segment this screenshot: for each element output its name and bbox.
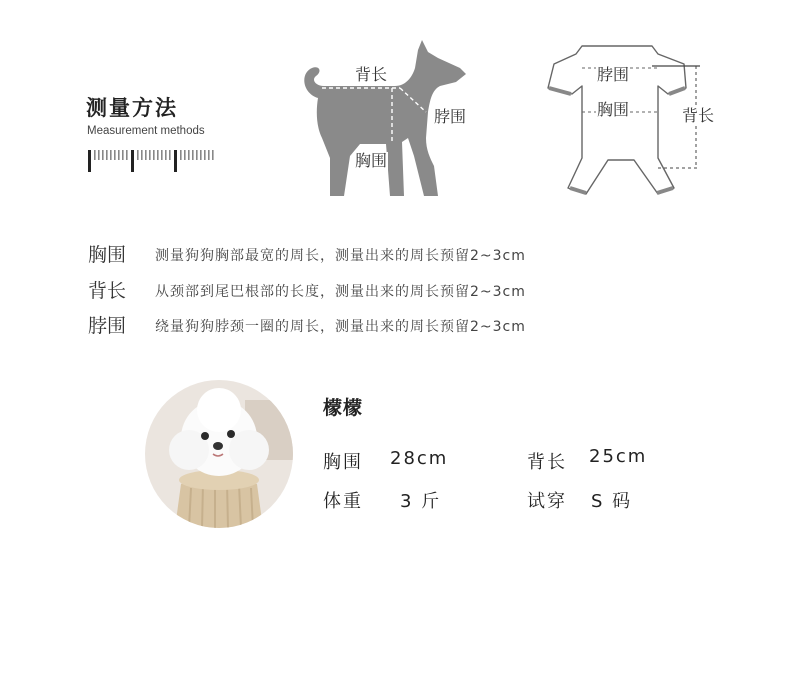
- definition-text: 绕量狗狗脖颈一圈的周长，测量出来的周长预留2~3cm: [155, 319, 526, 335]
- garment-neck-label: 脖围: [597, 65, 630, 84]
- pet-back-label: 背长: [527, 452, 567, 473]
- pet-photo: [145, 380, 293, 528]
- definition-text: 测量狗狗胸部最宽的周长，测量出来的周长预留2~3cm: [155, 248, 526, 264]
- ruler-icon: [88, 148, 218, 174]
- page-subtitle: Measurement methods: [87, 125, 205, 137]
- pet-weight-label: 体重: [323, 491, 363, 512]
- garment-length-label: 背长: [682, 106, 715, 125]
- pet-name: 檬檬: [323, 397, 364, 419]
- garment-chest-label: 胸围: [597, 100, 630, 119]
- page-title: 测量方法: [86, 96, 178, 120]
- pet-weight-value: 3 斤: [400, 491, 442, 512]
- pet-chest-label: 胸围: [323, 452, 363, 473]
- definition-term: 脖围: [88, 315, 127, 337]
- dog-back-label: 背长: [355, 65, 388, 84]
- dog-chest-label: 胸围: [355, 151, 388, 170]
- definition-term: 背长: [88, 280, 127, 302]
- definition-text: 从颈部到尾巴根部的长度，测量出来的周长预留2~3cm: [155, 284, 526, 300]
- pet-size-value: S 码: [591, 491, 633, 512]
- pet-back-value: 25cm: [589, 446, 648, 467]
- dog-neck-label: 脖围: [434, 107, 467, 126]
- pet-chest-value: 28cm: [390, 448, 449, 469]
- definition-term: 胸围: [88, 244, 127, 266]
- pet-size-label: 试穿: [527, 491, 567, 512]
